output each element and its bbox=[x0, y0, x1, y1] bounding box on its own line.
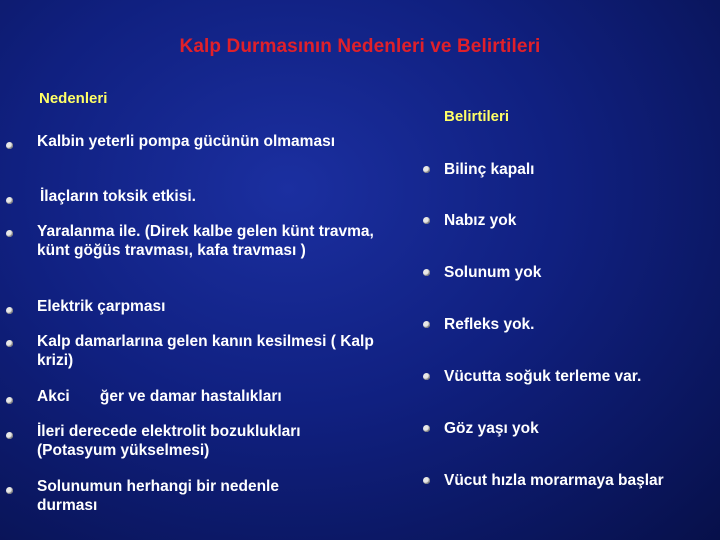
bullet-icon bbox=[6, 142, 13, 149]
bullet-icon bbox=[423, 166, 430, 173]
bullet-icon bbox=[423, 321, 430, 328]
bullet-icon bbox=[423, 217, 430, 224]
symptom-text: Bilinç kapalı bbox=[444, 161, 535, 178]
cause-text: İlaçların toksik etkisi. bbox=[40, 188, 196, 205]
cause-text: Solunumun herhangi bir nedenle durması bbox=[37, 478, 279, 514]
bullet-icon bbox=[6, 432, 13, 439]
causes-heading: Nedenleri bbox=[39, 90, 108, 107]
bullet-icon bbox=[423, 477, 430, 484]
bullet-icon bbox=[6, 340, 13, 347]
bullet-icon bbox=[6, 397, 13, 404]
cause-text: Elektrik çarpması bbox=[37, 298, 166, 315]
cause-text: Kalp damarlarına gelen kanın kesilmesi ( Kalp krizi) bbox=[37, 333, 374, 369]
symptom-text: Nabız yok bbox=[444, 212, 517, 229]
symptom-text: Göz yaşı yok bbox=[444, 420, 539, 437]
symptom-text: Refleks yok. bbox=[444, 316, 535, 333]
bullet-icon bbox=[423, 373, 430, 380]
bullet-icon bbox=[423, 269, 430, 276]
symptom-text: Vücutta soğuk terleme var. bbox=[444, 368, 642, 385]
symptom-text: Solunum yok bbox=[444, 264, 542, 281]
slide-title: Kalp Durmasının Nedenleri ve Belirtileri bbox=[179, 36, 541, 57]
symptom-text: Vücut hızla morarmaya başlar bbox=[444, 472, 664, 489]
bullet-icon bbox=[6, 487, 13, 494]
bullet-icon bbox=[423, 425, 430, 432]
cause-text: Kalbin yeterli pompa gücünün olmaması bbox=[37, 133, 335, 150]
cause-text: Akci ğer ve damar hastalıkları bbox=[37, 388, 282, 405]
symptoms-heading: Belirtileri bbox=[444, 108, 510, 125]
cause-text: Yaralanma ile. (Direk kalbe gelen künt travma, künt göğüs travması, kafa travması ) bbox=[37, 223, 374, 259]
bullet-icon bbox=[6, 307, 13, 314]
bullet-icon bbox=[6, 230, 13, 237]
bullet-icon bbox=[6, 197, 13, 204]
cause-text: İleri derecede elektrolit bozuklukları (Potasyum yükselmesi) bbox=[37, 423, 301, 459]
